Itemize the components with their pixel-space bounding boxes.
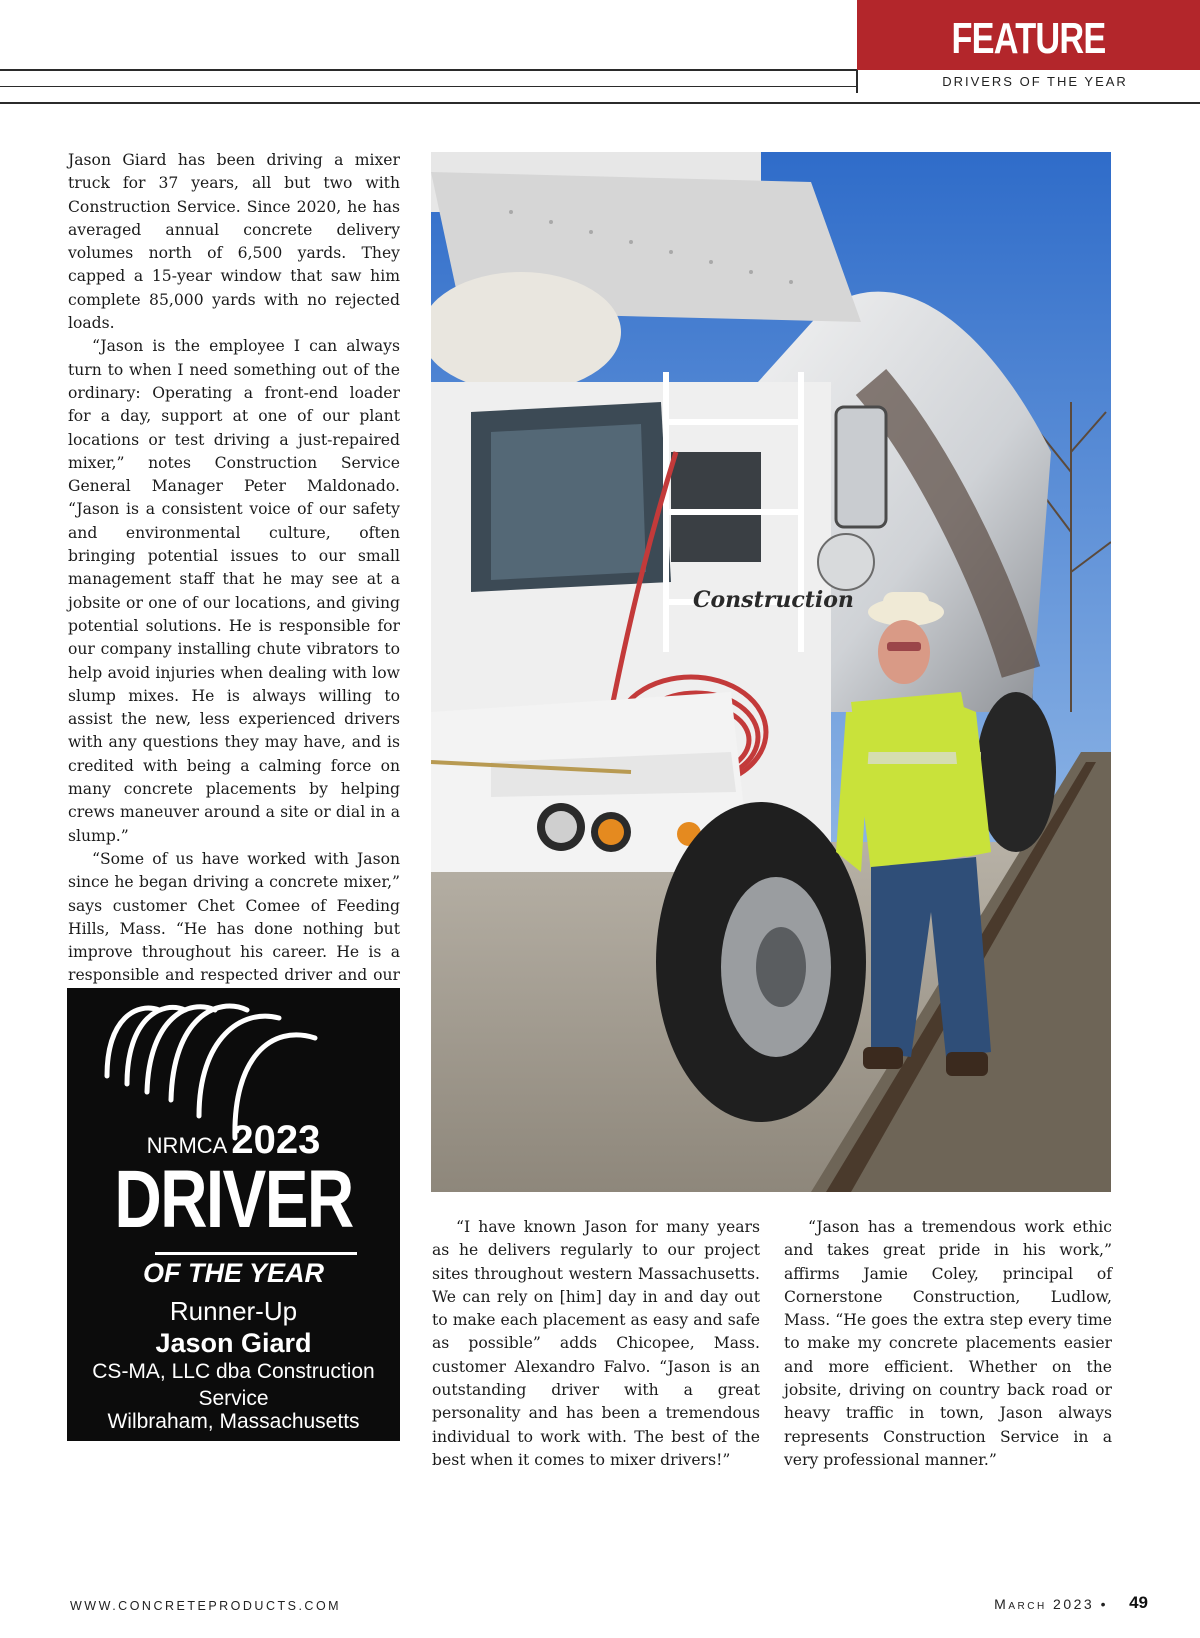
truck-logo-text: Construction (693, 587, 854, 613)
section-title: FEATURE (951, 14, 1106, 63)
page-number: 49 (1129, 1593, 1148, 1612)
badge-org: NRMCA (146, 1133, 228, 1158)
paragraph: “I have known Jason for many years as he delivers regularly to our project sites throughout western Massachusetts. We can rely on [him] day in and day out to make each placement as easy and safe as possible” adds Chicopee, Mass. customer Alexandro Falvo. “Jason is an outstanding driver with a great personality and has been a tremendous individual to work with. The best of the best when it comes to mixer drivers!” (432, 1218, 760, 1469)
paragraph: “Jason has a tremendous work ethic and takes great pride in his work,” affirms Jamie Coley, principal of Cornerstone Construction, Ludlow, Mass. “He goes the extra step every time to make my concrete placements easier and more efficient. Whether on the jobsite, driving on country back road or heavy traffic in town, Jason always represents Construction Service in a very professional manner.” (784, 1218, 1112, 1469)
article-column-2 (432, 1216, 760, 1472)
badge-location: Wilbraham, Massachusetts (107, 1410, 360, 1433)
header-rule-mid (0, 86, 857, 87)
badge-subtitle: OF THE YEAR (142, 1258, 325, 1288)
footer-issue-date: March 2023 (994, 1596, 1095, 1612)
footer-issue (994, 1596, 1108, 1612)
paragraph: “Some of us have worked with Jason since he began driving a concrete mixer,” says customer Chet Comee of Feeding Hills, Mass. “He has done nothing but improve throughout his career. He is a responsible and respected driver and our (68, 849, 400, 985)
paragraph: Jason Giard has been driving a mixer truck for 37 years, all but two with Construction Service. Since 2020, he has averaged annual concrete delivery volumes north of 6,500 yards. They capped a 15-year window that saw him complete 85,000 yards with no rejected loads. (68, 151, 400, 333)
header-rule-vertical (856, 69, 858, 93)
badge-title: DRIVER (114, 1154, 353, 1245)
section-banner (857, 0, 1200, 70)
header-rule-top (0, 69, 857, 71)
truck-photo (431, 152, 1111, 1192)
footer-separator: • (1100, 1596, 1108, 1612)
badge-name: Jason Giard (155, 1328, 312, 1358)
truck-photo-illustration (431, 152, 1111, 1192)
badge-company: CS-MA, LLC dba Construction Service (92, 1360, 375, 1410)
paragraph: “Jason is the employee I can always turn to when I need something out of the ordinary: Operating a front-end loader for a day, support at one of our plant locations or test driving a just-repaired mixer,” notes Construction Service General Manager Peter Maldonado. “Jason is a consistent voice of our safety and environmental culture, often bringing potential issues to our small management staff that he may see at a jobsite or one of our locations, and giving potential solutions. He is responsible for our company installing chute vibrators to help avoid injuries when dealing with low slump mixes. He is always willing to assist the new, less experienced drivers with any questions they may have, and is credited with being a calming force on many concrete placements by helping crews maneuver around a site or dial in a slump.” (68, 337, 400, 845)
badge-divider (155, 1252, 357, 1255)
footer-website: WWW.CONCRETEPRODUCTS.COM (70, 1599, 342, 1613)
badge-placement: Runner-Up (169, 1296, 298, 1326)
article-column-3 (784, 1216, 1112, 1472)
section-label: DRIVERS OF THE YEAR (942, 74, 1128, 89)
badge-year-number: 2023 (231, 1118, 321, 1162)
award-badge (67, 988, 400, 1441)
header-rule-bottom (0, 102, 1200, 104)
article-column-1 (68, 149, 400, 1058)
